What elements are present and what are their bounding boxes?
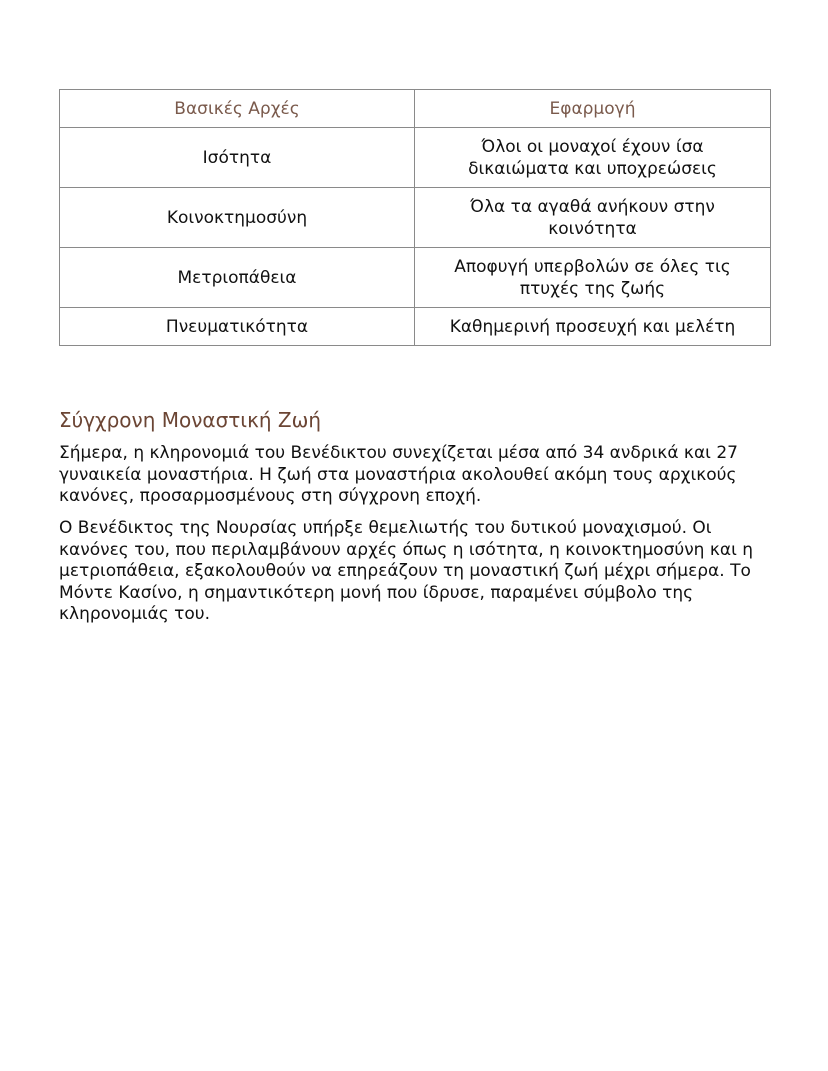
table-row <box>60 248 771 308</box>
table-row <box>60 308 771 346</box>
application-cell: Όλα τα αγαθά ανήκουν στην κοινότητα <box>415 188 771 248</box>
paragraph-benedict-legacy: Ο Βενέδικτος της Νουρσίας υπήρξε θεμελιωτής του δυτικού μοναχισμού. Οι κανόνες του, που περιλαμβάνουν αρχές όπως η ισότητα, η κοινοκτημοσύνη και η μετριοπάθεια, εξακολουθούν να επηρεάζουν τη μοναστική ζωή μέχρι σήμερα. Το Μόντε Κασίνο, η σημαντικότερη μονή που ίδρυσε, παραμένει σύμβολο της κληρονομιάς του. <box>59 518 754 624</box>
table-row <box>60 128 771 188</box>
table-row <box>60 188 771 248</box>
principle-cell: Ισότητα <box>60 128 415 188</box>
column-header-application: Εφαρμογή <box>415 90 771 128</box>
table-header-row <box>60 90 771 128</box>
paragraph-modern-life: Σήμερα, η κληρονομιά του Βενέδικτου συνεχίζεται μέσα από 34 ανδρικά και 27 γυναικεία μοναστήρια. Η ζωή στα μοναστήρια ακολουθεί ακόμη τους αρχικούς κανόνες, προσαρμοσμένους στη σύγχρονη εποχή. <box>59 443 738 506</box>
section-heading: Σύγχρονη Μοναστική Ζωή <box>59 408 322 432</box>
principle-cell: Μετριοπάθεια <box>60 248 415 308</box>
application-cell: Καθημερινή προσευχή και μελέτη <box>415 308 771 346</box>
principles-table <box>59 89 771 346</box>
application-cell: Αποφυγή υπερβολών σε όλες τις πτυχές της ζωής <box>415 248 771 308</box>
column-header-principles: Βασικές Αρχές <box>60 90 415 128</box>
application-cell: Όλοι οι μοναχοί έχουν ίσα δικαιώματα και υποχρεώσεις <box>415 128 771 188</box>
principle-cell: Πνευματικότητα <box>60 308 415 346</box>
principle-cell: Κοινοκτημοσύνη <box>60 188 415 248</box>
